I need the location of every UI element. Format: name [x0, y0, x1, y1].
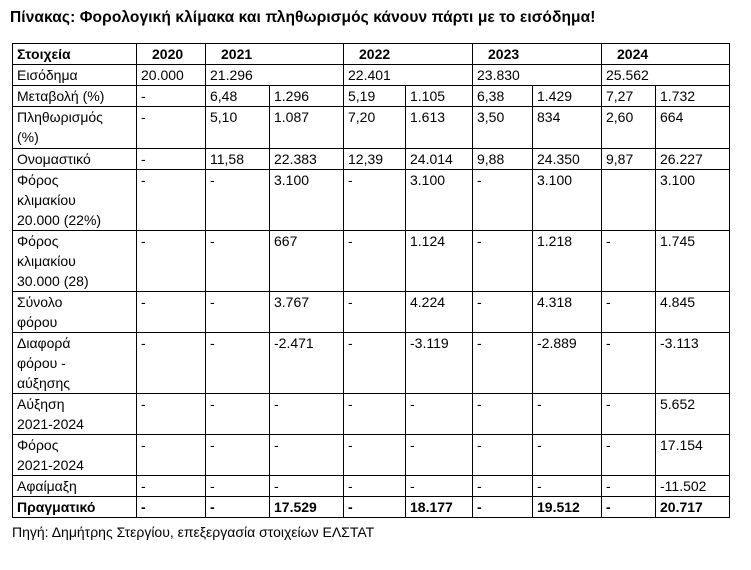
- table-cell: -: [137, 231, 206, 292]
- header-2023: 2023: [473, 44, 602, 65]
- table-cell: 11,58: [206, 149, 270, 170]
- row-label: Φόρος κλιμακίου 20.000 (22%): [13, 170, 137, 231]
- table-cell: 1.105: [406, 86, 473, 107]
- table-cell: 20.717: [656, 497, 730, 518]
- table-cell: -: [344, 292, 406, 333]
- table-cell: -: [206, 170, 270, 231]
- table-cell: -: [137, 333, 206, 394]
- table-cell: 1.732: [656, 86, 730, 107]
- table-cell: -: [344, 170, 406, 231]
- table-cell: 1.745: [656, 231, 730, 292]
- table-cell: 3.100: [406, 170, 473, 231]
- row-label: Φόρος κλιμακίου 30.000 (28): [13, 231, 137, 292]
- table-cell: -: [602, 231, 656, 292]
- table-cell: 7,20: [344, 107, 406, 149]
- table-cell: -: [137, 149, 206, 170]
- table-cell: 5,19: [344, 86, 406, 107]
- table-cell: -: [206, 394, 270, 435]
- source-note: Πηγή: Δημήτρης Στεργίου, επεξεργασία στοιχείων ΕΛΣΤΑΤ: [12, 524, 375, 540]
- table-cell: 834: [533, 107, 602, 149]
- row-label: Αφαίμαξη: [13, 476, 137, 497]
- row-label: Μεταβολή (%): [13, 86, 137, 107]
- table-cell: -: [473, 476, 533, 497]
- header-2024: 2024: [602, 44, 730, 65]
- table-cell: 1.613: [406, 107, 473, 149]
- table-cell: -: [137, 394, 206, 435]
- table-cell: -: [344, 497, 406, 518]
- table-cell: -: [473, 394, 533, 435]
- table-cell: 1.124: [406, 231, 473, 292]
- table-cell: -: [533, 435, 602, 476]
- header-label: Στοιχεία: [13, 44, 137, 65]
- table-cell: -: [137, 476, 206, 497]
- table-cell: -: [344, 333, 406, 394]
- table-cell: 9,87: [602, 149, 656, 170]
- table-cell: -: [473, 497, 533, 518]
- table-row: [13, 231, 730, 292]
- table-row: [13, 107, 730, 149]
- data-table: [12, 43, 730, 518]
- table-cell: 24.350: [533, 149, 602, 170]
- table-cell: -: [344, 394, 406, 435]
- table-cell: -: [206, 292, 270, 333]
- table-cell: -: [473, 170, 533, 231]
- row-label: Φόρος 2021-2024: [13, 435, 137, 476]
- table-row: [13, 333, 730, 394]
- row-label: Πληθωρισμός (%): [13, 107, 137, 149]
- table-cell: 23.830: [473, 65, 602, 86]
- table-cell: 19.512: [533, 497, 602, 518]
- table-cell: 2,60: [602, 107, 656, 149]
- table-cell: 7,27: [602, 86, 656, 107]
- table-cell: -: [473, 292, 533, 333]
- table-cell: -2.889: [533, 333, 602, 394]
- table-cell: 3.100: [656, 170, 730, 231]
- table-cell: -: [137, 435, 206, 476]
- table-cell: 6,48: [206, 86, 270, 107]
- table-cell: -: [206, 435, 270, 476]
- table-cell: -: [406, 394, 473, 435]
- table-row: [13, 394, 730, 435]
- table-cell: -: [270, 435, 344, 476]
- row-label: Εισόδημα: [13, 65, 137, 86]
- table-cell: 17.154: [656, 435, 730, 476]
- table-cell: -: [602, 394, 656, 435]
- table-cell: 12,39: [344, 149, 406, 170]
- table-cell: 1.429: [533, 86, 602, 107]
- table-cell: 3.767: [270, 292, 344, 333]
- table-header-row: [13, 44, 730, 65]
- table-cell: -: [533, 394, 602, 435]
- table-cell: -: [473, 231, 533, 292]
- table-cell: -: [602, 333, 656, 394]
- table-cell: 21.296: [206, 65, 344, 86]
- table-row: [13, 65, 730, 86]
- table-cell: 22.383: [270, 149, 344, 170]
- table-cell: 3.100: [533, 170, 602, 231]
- table-cell: -: [137, 292, 206, 333]
- table-cell: -: [206, 231, 270, 292]
- table-cell: -: [137, 107, 206, 149]
- row-label: Πραγματικό: [13, 497, 137, 518]
- table-cell: 24.014: [406, 149, 473, 170]
- row-label: Αύξηση 2021-2024: [13, 394, 137, 435]
- table-cell: 4.318: [533, 292, 602, 333]
- table-cell: -: [270, 394, 344, 435]
- table-cell: 1.296: [270, 86, 344, 107]
- table-row: [13, 435, 730, 476]
- table-cell: 4.845: [656, 292, 730, 333]
- table-cell: 6,38: [473, 86, 533, 107]
- table-cell: 1.218: [533, 231, 602, 292]
- table-row: [13, 149, 730, 170]
- table-cell: -11.502: [656, 476, 730, 497]
- table-cell: [602, 170, 656, 231]
- table-row: [13, 170, 730, 231]
- table-cell: -: [344, 435, 406, 476]
- table-cell: 667: [270, 231, 344, 292]
- table-cell: -: [602, 292, 656, 333]
- table-row: [13, 476, 730, 497]
- table-cell: 4.224: [406, 292, 473, 333]
- table-cell: 26.227: [656, 149, 730, 170]
- table-cell: -: [406, 476, 473, 497]
- table-cell: 18.177: [406, 497, 473, 518]
- table-cell: -: [206, 333, 270, 394]
- table-cell: -: [473, 435, 533, 476]
- table-cell: -: [137, 86, 206, 107]
- table-cell: -3.113: [656, 333, 730, 394]
- table-cell: 1.087: [270, 107, 344, 149]
- table-cell: 3,50: [473, 107, 533, 149]
- table-cell: -: [602, 435, 656, 476]
- table-cell: -: [344, 476, 406, 497]
- table-row: [13, 292, 730, 333]
- table-cell: -: [137, 497, 206, 518]
- table-row: [13, 86, 730, 107]
- table-cell: -: [206, 476, 270, 497]
- table-cell: -: [344, 231, 406, 292]
- header-2022: 2022: [344, 44, 473, 65]
- table-cell: -: [602, 497, 656, 518]
- table-cell: -3.119: [406, 333, 473, 394]
- table-cell: 5,10: [206, 107, 270, 149]
- table-cell: 22.401: [344, 65, 473, 86]
- table-cell: 5.652: [656, 394, 730, 435]
- table-cell: 9,88: [473, 149, 533, 170]
- table-cell: -: [270, 476, 344, 497]
- table-cell: 3.100: [270, 170, 344, 231]
- table-cell: -: [533, 476, 602, 497]
- page-title: Πίνακας: Φορολογική κλίμακα και πληθωρισμός κάνουν πάρτι με το εισόδημα!: [10, 9, 596, 26]
- row-label: Διαφορά φόρου - αύξησης: [13, 333, 137, 394]
- row-label: Σύνολο φόρου: [13, 292, 137, 333]
- table-cell: 664: [656, 107, 730, 149]
- row-label: Ονομαστικό: [13, 149, 137, 170]
- table-cell: -: [406, 435, 473, 476]
- table-cell: -: [137, 170, 206, 231]
- table-cell: -: [473, 333, 533, 394]
- table-cell: -2.471: [270, 333, 344, 394]
- table-cell: 25.562: [602, 65, 730, 86]
- table-cell: -: [602, 476, 656, 497]
- table-cell: 17.529: [270, 497, 344, 518]
- table-cell: 20.000: [137, 65, 206, 86]
- header-2021: 2021: [206, 44, 344, 65]
- header-2020: 2020: [137, 44, 206, 65]
- table-cell: -: [206, 497, 270, 518]
- table-row: [13, 497, 730, 518]
